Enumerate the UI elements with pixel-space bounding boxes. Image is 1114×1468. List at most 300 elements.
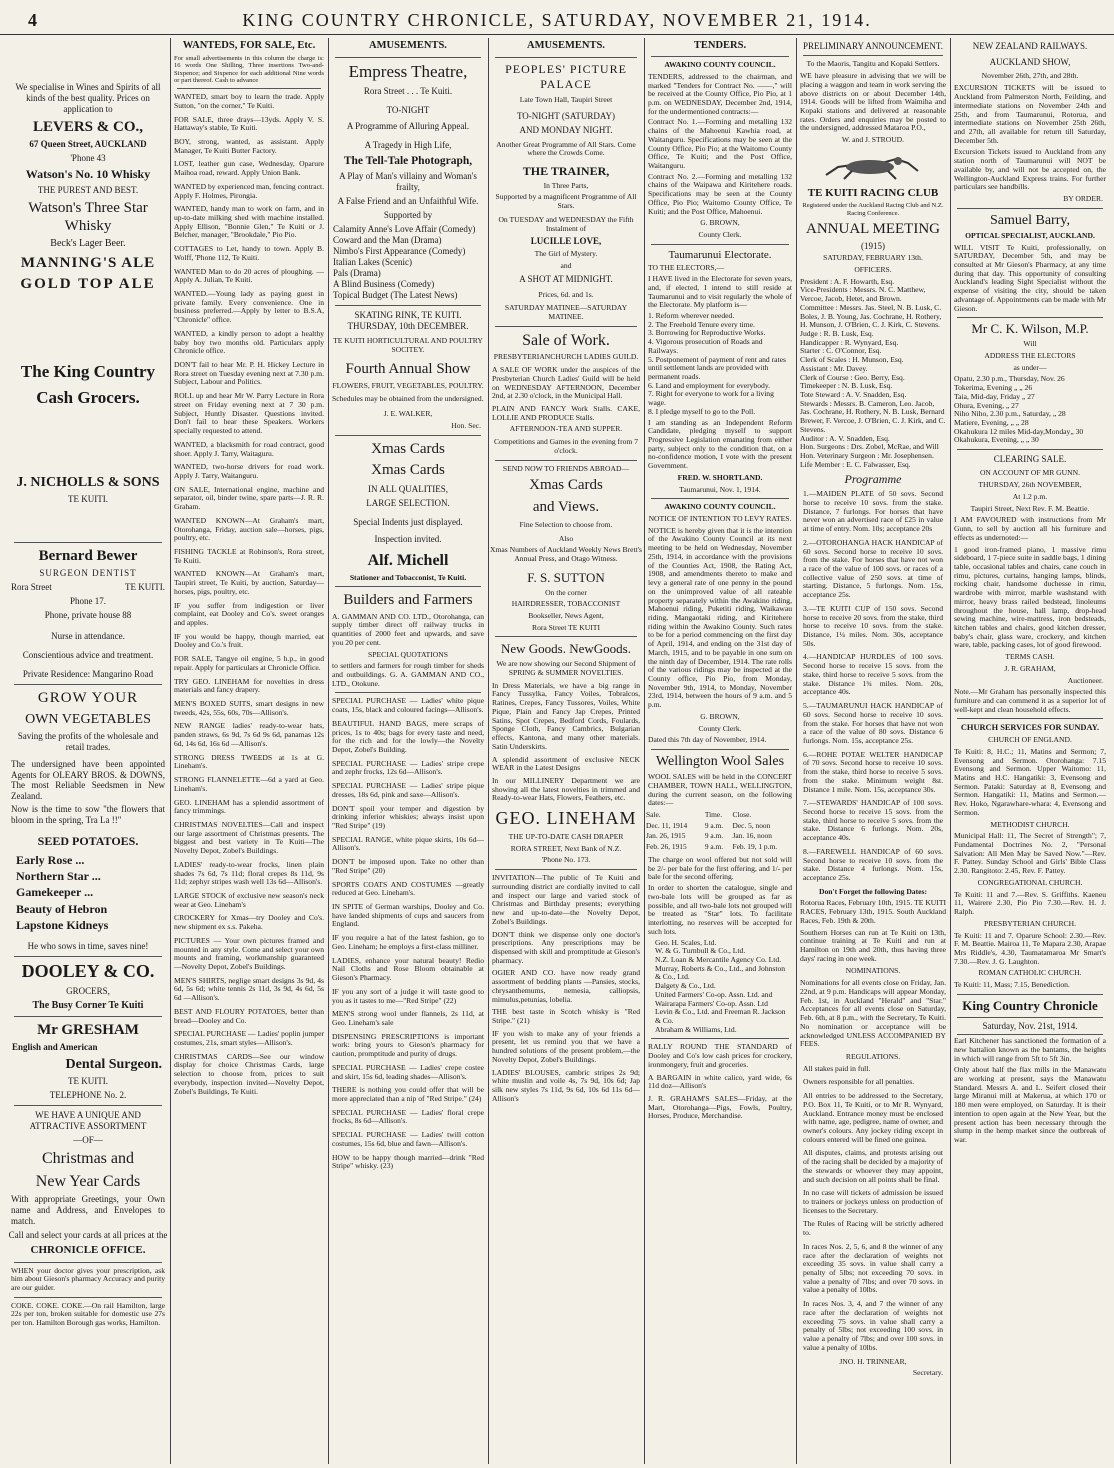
presbyterian-guild: PRESBYTERIANCHURCH LADIES GUILD. [493, 352, 639, 362]
regulation-item: In no case will tickets of admission be issued to trainers or jockeys unless on production of licenses to the Secretary. [803, 1188, 943, 1215]
show-dates: November 26th, 27th, and 28th. [981, 70, 1079, 80]
account-gunn: ON ACCOUNT OF MR GUNN. [979, 467, 1081, 477]
classified-ad: IF you require a hat of the latest fashion, go to Geo. Lineham; he employs a first-class milliner. [332, 933, 484, 951]
telltale-photograph: The Tell-Tale Photograph, [343, 155, 473, 168]
the-trainer: THE TRAINER, [522, 164, 610, 179]
platform-list [645, 312, 795, 417]
kcc-title: King Country Chronicle [962, 997, 1098, 1013]
furniture-list: 1 good iron-framed piano, 1 massive rimu sideboard, 1 7-piece suite in saddle bags, 1 dining table, occasional tables and chairs, cane couch in rimu, pictures, curtains, hanging lamps, blinds, rocking chair, handsome duchesse in rimu, wardrobe with mirror, marble washstand with mirror, heavy brass railed bedstead, linoleums throughout the house, hall lamp, drop-head sewing machine, wire-mattress, iron bedsteads, kitchen tables and chairs, good kitchen dresser, baby's chair, glass ware, crockery, and kitchen ware, table, packing cases, lot of good firewood. [954, 544, 1106, 650]
brown-name-2: G. BROWN, [700, 711, 740, 721]
classified-ad: WANTED.—Young lady as paying guest in private family. Every convenience. One in business preferred.—Apply by letter to B.S.A, "Chronicle" office. [174, 289, 324, 325]
classified-ad: HOW to be happy though married—drink "Red Stripe" whisky. (23) [332, 1152, 484, 1171]
fourth-annual-show: Fourth Annual Show [345, 361, 471, 378]
table-cell: Dec. 11, 1914 [646, 820, 688, 830]
wellington-wool-sales: Wellington Wool Sales [655, 754, 785, 770]
watsons-no10: Watson's No. 10 Whisky [25, 167, 151, 182]
officer-item: Starter : C. O'Connor, Esq. [800, 346, 882, 356]
gresham-town: TE KUITI. [68, 1076, 108, 1087]
samuel-barry: Samuel Barry, [990, 212, 1070, 228]
prelim-announcement: PRELIMINARY ANNOUNCEMENT. [802, 41, 943, 51]
walker-name: J. E. WALKER, [383, 409, 433, 419]
awakino-council: AWAKINO COUNTY COUNCIL. [664, 60, 776, 70]
gresham-sub: English and American [12, 1042, 98, 1053]
classified-ad: STRONG DRESS TWEEDS at 1s at G. Lineham's. [174, 752, 324, 771]
amusements-header-2: AMUSEMENTS. [527, 40, 605, 51]
levers-address: 67 Queen Street, AUCKLAND [29, 139, 147, 150]
nicholls-sons: J. NICHOLLS & SONS [16, 475, 160, 491]
table-row [645, 821, 795, 832]
platform-item: 6. Land and employment for everybody. [648, 380, 771, 390]
classified-ad: LARGE STOCK of exclusive new season's neck wear at Geo. Lineham's [174, 890, 324, 909]
classified-ad: SPECIAL PURCHASE — Ladies' crepe costee and skirt, 15s 6d, leading shades—Allison's. [332, 1062, 484, 1081]
false-friend: A False Friend and an Unfaithful Wife. [337, 196, 479, 207]
regulation-item: In races Nos. 2, 5, 6, and 8 the winner of any race after the declaration of weights not exceeding 35 sovs. in value shall carry a penalty of 5lbs; not exceeding 70 sovs. in value a penalty of 7lbs; and over 70 sovs. in value a penalty of 10lbs. [803, 1241, 943, 1295]
meeting-item: Tokerima, Evening „ „ 26 [954, 383, 1033, 393]
races-list [797, 490, 949, 882]
film-item: A Blind Business (Comedy) [333, 279, 435, 290]
amusements-header: AMUSEMENTS. [369, 40, 447, 51]
classified-ad: SPECIAL PURCHASE — Ladies' twill cotton costumes, 15s 6d, blue and fawn—Allison's. [332, 1130, 484, 1148]
michell-role: Stationer and Tobacconist, Te Kuiti. [349, 572, 467, 582]
church-name: CONGREGATIONAL CHURCH. [977, 877, 1083, 887]
church-services-heading: CHURCH SERVICES FOR SUNDAY. [960, 723, 1100, 733]
broker-item: Geo. H. Scales, Ltd. [655, 937, 717, 947]
blouses-ad: LADIES' BLOUSES, cambric stripes 2s 9d; white muslin and voile 4s, 7s 9d, 10s 6d; Jap silk new styles 7s 11d, 9s 6d, 10s 6d 11s 6d—Allison's [492, 1067, 640, 1103]
shot-midnight: A SHOT AT MIDNIGHT. [519, 273, 613, 284]
quotations-body: to settlers and farmers for rough timber for sheds and outbuildings. G. A. GAMMAN AND CO., LTD., Otokune. [332, 661, 484, 688]
contract-2: Contract No. 2.—Forming and metalling 132 chains of the Waipawa and Kiritehere roads. Specifications may be seen at the County Office, Pio Pio; Waitomo County Office, Te Kuiti; and the Post Office, Mahoenui. [648, 171, 792, 216]
girl-mystery: The Girl of Mystery. [534, 249, 598, 259]
nicholls-town: TE KUITI. [68, 494, 108, 505]
classified-ad: LOST, leather gun case, Wednesday, Oparure Maihoa road, reward. Apply Union Bank. [174, 159, 324, 178]
masthead-title: KING COUNTRY CHRONICLE, SATURDAY, NOVEMBER 21, 1914. [242, 10, 872, 30]
race-item: 8.—FAREWELL HANDICAP of 60 sovs. Second horse to receive 10 sovs. from the stake. Distance 4 furlongs. Nom. 15s, acceptance 25s. [803, 846, 943, 882]
barry-role: OPTICAL SPECIALIST, AUCKLAND. [965, 230, 1095, 240]
film-list [329, 224, 487, 301]
levers-phone: 'Phone 43 [70, 153, 106, 164]
platform-item: 4. Vigorous prosecution of Roads and Railways. [648, 337, 763, 355]
wool-table [645, 810, 795, 852]
classified-ad: ON SALE, International engine, machine and separator, oil, binder twine, spare parts—J. R. R. Graham. [174, 484, 324, 512]
classified-ad: COTTAGES to Let, handy to town. Apply B. Wolff, 'Phone 112, Te Kuiti. [174, 244, 324, 262]
table-cell: 9 a.m. [704, 831, 724, 841]
meeting-item: Okahukura 12 miles Mid-day,Monday„ 30 [954, 426, 1084, 436]
race-item: 5.—TAUMARUNUI HACK HANDICAP of 60 sovs. Second horse to receive 10 sovs. from the stake. For horses that have not won a race of the value of 80 sovs. Distance 6 furlongs. Nom. 15s, acceptance 25s. [803, 701, 943, 745]
excursion-tickets-2: Excursion Tickets issued to Auckland from any station north of Taumarunui will NOT be available by, and will not be accepted on, the Wellington-Auckland Express trains. For further particulars see handbills. [954, 147, 1106, 192]
classified-ad: GEO. LINEHAM has a splendid assortment of fancy trimmings. [174, 797, 324, 816]
brown-role-2: County Clerk. [698, 723, 742, 733]
classified-ad: IF you any sort of a judge it will taste good to you as it tastes to me—"Red Stripe" (22) [332, 986, 484, 1005]
classified-ad: WANTED KNOWN—At Graham's mart, Otorohanga, Friday, auction sale—horses, pigs, poultry, etc. [174, 515, 324, 543]
classified-ad: SPECIAL PURCHASE — Ladies' floral crepe frocks, 8s 6d—Allison's. [332, 1107, 484, 1126]
meeting-year: (1915) [861, 240, 885, 251]
classified-ad: SPORTS COATS AND COSTUMES —greatly reduced at Geo. Lineham's. [332, 879, 484, 898]
sale-thursday: THURSDAY, 26th NOVEMBER, [978, 480, 1082, 490]
classified-ad: WANTED, smart boy to learn the trade. Apply Sutton, "on the corner," Te Kuiti. [174, 92, 324, 110]
barry-body: WILL VISIT Te Kuiti, professionally, on SATURDAY, December 5th, and may be consulted at Mr Gieson's Pharmacy, at any time during that day. This opportunity of consulting Auckland's leading Sight Specialist without the expense of visiting the city, should be taken advantage of. Appointments can be made with Mr Gieson. [954, 242, 1106, 313]
church-times: Te Kuiti: 11 and 7. Oparure School: 2.30.—Rev. F. M. Beattie. Mairoa 11, Te Mapara 2.30, Arapae Mrs Riddle's, 4.30, Taumatamaroa Mr Smart's 7.30.—Rev. J. G. Laughton. [954, 930, 1106, 966]
gresham-phone: TELEPHONE No. 2. [49, 1090, 127, 1101]
tenders-header: TENDERS. [693, 40, 747, 51]
saturday-matinee: SATURDAY MATINEE—SATURDAY MATINEE. [504, 303, 628, 322]
column-1 [8, 38, 168, 1464]
table-cell: Jan. 26, 1915 [646, 831, 686, 841]
levers-name: LEVERS & CO., [32, 118, 144, 135]
excursion-tickets: EXCURSION TICKETS will be issued to Auckland from Palmerston North, Feilding, and intermediate stations on November 24th and 25th, and from Taumarunui, Rotorua, and intermediate stations on November 25th 26th, and 27th, all available for return till Saturday, December 5th. [954, 83, 1106, 145]
classified-ad: NEW RANGE ladies' ready-to-wear hats, panden straws, 6s 9d, 7s 6d 9s 6d, panamas 12s 6d, 14s 6d, 16s 6d —Allison's. [174, 721, 324, 748]
table-cell: 9 a.m. [704, 820, 724, 830]
xmas-views-2: and Views. [532, 498, 600, 515]
table-cell: 9 a.m. [704, 841, 724, 851]
classified-ad: FOR SALE, three drays—13yds. Apply V. S. Hattaway's stable, Te Kuiti. [174, 114, 324, 133]
table-cell: Feb. 26, 1915 [646, 841, 687, 851]
terms-cash: TERMS CASH. [1005, 652, 1055, 662]
film-item: Coward and the Man (Drama) [333, 235, 442, 246]
xmas-cards-2: Xmas Cards [371, 461, 445, 478]
gresham-name: Mr GRESHAM [37, 1022, 139, 1038]
classified-ad: FOR SALE, Tangye oil engine, 5 h.p., in good repair. Apply for particulars at Chronicle Office. [174, 654, 324, 672]
table-cell: Feb. 19, 1 p.m. [732, 841, 778, 851]
meeting-item: Ohura, Evening, „ 27 [954, 400, 1019, 410]
second-shipment: We are now showing our Second Shipment of SPRING & SUMMER NOVELTIES. [496, 659, 636, 678]
grow-saving: Saving the profits of the wholesale and retail trades. [17, 730, 159, 752]
classified-ad: SPECIAL PURCHASE — Ladies' stripe crepe and zephr frocks, 12s 6d—Allison's. [332, 758, 484, 777]
church-name: ROMAN CATHOLIC CHURCH. [978, 968, 1082, 978]
officer-item: Stewards : Messrs. B. Cameron, Leo. Jacob, Jas. Cochrane, H. Rothery, N. B. Lusk, Bernard Brewer, F. Vercoe, J. O'Brien, C. J. Kirk, and C. Stevens. [800, 398, 946, 434]
officer-item: Hon. Veterinary Surgeon : Mr. Josephensen. [800, 451, 934, 461]
meeting-item: Niho Niho, 2.30 p.m., Saturday, „ 28 [954, 409, 1066, 419]
ogier-ad: OGIER AND CO. have now ready grand assortment of bedding plants —Pansies, stocks, chrysanthemums, nemesia, calliopsis, mimulus,petunias, lobelia. [492, 968, 640, 1004]
dooley-grocers: GROCERS, [66, 985, 110, 996]
grow-heading-2: OWN VEGETABLES [25, 711, 151, 727]
grow-now: Now is the time to sow "the flowers that bloom in the spring, Tra La !!" [11, 804, 165, 826]
dont-think-ad: DON'T think we dispense only one doctor's prescriptions. Any prescriptions may be dispensed with skill and promptitude at Gieson's pharmacy. [492, 929, 640, 965]
skating-rink: SKATING RINK, TE KUITI. THURSDAY, 10th DECEMBER. [347, 310, 469, 332]
kcc-date: Saturday, Nov. 21st, 1914. [982, 1020, 1078, 1031]
wool-charge: The charge on wool offered but not sold will be 2/- per bale for the first offering, and 1/- per bale for the second offering. [648, 855, 792, 882]
classified-ad: DON'T fail to hear Mr. P. H. Hickey Lecture in Rora street on Tuesday evening next at 7.30 p.m. Subject, Labour and Politics. [174, 360, 324, 387]
to-electors: TO THE ELECTORS,— [648, 263, 725, 273]
officer-item: Vice-Presidents : Messrs. N. C. Matthew, Vercoe, Jacob, Hetet, and Brown. [800, 285, 926, 304]
stalls: PLAIN AND FANCY Work Stalls. CAKE, LOLLIE AND PRODUCE Stalls. [492, 403, 640, 422]
bewer-phone: Phone 17. [70, 596, 106, 607]
table-row [645, 831, 795, 842]
auctioneer-role: Auctioneer. [1067, 675, 1103, 685]
stroud-body: WE have pleasure in advising that we will be placing a waggon and team in work serving the above districts on or about December 14th, 1914. Goods will be lifted from Waimiha and Kopaki stations and delivered at reasonable rates. Orders and enquiries may be posted to the undersigned, addressed Mataroa P.O., [800, 71, 946, 133]
col3-small-ads [329, 697, 487, 1171]
grow-body: The undersigned have been appointed Agents for OLEARY BROS. & DOWNS, The most Reliable Seedsmen in New Zealand. [11, 758, 165, 802]
page-number: 4 [28, 10, 37, 30]
lineham-phone: 'Phone No. 173. [541, 855, 591, 865]
officer-item: Assistant : Mr. Davey. [800, 363, 868, 373]
column-6 [796, 38, 949, 1464]
classified-ad: LADIES, enhance your natural beauty! Redio Nail Cloths and Rose Bloom obtainable at Gieson's Pharmacy. [332, 955, 484, 983]
awakino-council-2: AWAKINO COUNTY COUNCIL. [664, 502, 776, 512]
racehorse-icon [807, 149, 939, 183]
tuesday-wednesday: On TUESDAY and WEDNESDAY the Fifth Instalment of [498, 214, 634, 233]
classified-ad: LADIES' ready-to-wear frocks, linen plain shades 7s 6d, 7s 11d; floral crepes 8s 11d, 9s 11d; zephyr stripes wash well 13s 6d—Allison's. [174, 859, 324, 887]
bewer-advice: Conscientious advice and treatment. [22, 650, 154, 661]
broker-item: Dalgety & Co., Ltd. [655, 981, 716, 991]
gold-top-ale: GOLD TOP ALE [20, 275, 156, 292]
classified-ad: MEN'S BOXED SUITS, smart designs in new tweeds, 42s, 55s, 60s, 70s—Allison's. [174, 699, 324, 717]
table-row [645, 810, 795, 821]
classified-ad: MEN'S SHIRTS, neglige smart designs 3s 9d, 4s 6d, 5s 6d; white tennis 2s 11d, 3s 9d, 4s 6d, 5s 6d —Allison's. [174, 975, 324, 1003]
sutton-street: Rora Street TE KUITI [532, 622, 600, 632]
tonight: TO-NIGHT [386, 104, 430, 115]
platform-item: 5. Postponement of payment of rent and rates until settlement lands are provided with permanent roads. [648, 354, 786, 381]
classified-ad: BEAUTIFUL HAND BAGS, mere scraps of prices, 1s to 40s; bags for every taste and need, for the rich and for the lowly—the Novelty Depot, Zobel's Building. [332, 718, 484, 754]
broker-item: Murray, Roberts & Co., Ltd., and Johnston & Co., Ltd. [655, 963, 786, 982]
church-times: Te Kuiti: 8, H.C.; 11, Matins and Sermon; 7, Evensong and Sermon. Otorohanga: 7.15 Evensong and Sermon. Upper Waitomo: 11, Matins and H.C. Hangatiki: 3, Evensong and Sermon. Pataki: Saturday at 8, Evensong and Sermon. Hangatiki: 11, Matins and Sermon.—Rev. Hoko, Ngarawhare-whara: 4, Evensong and Sermon. [954, 746, 1106, 817]
supported-by: Supported by [383, 210, 433, 221]
another-programme: Another Great Programme of All Stars. Come where the Crowds Come. [496, 139, 636, 158]
broker-item: Abraham & Williams, Ltd. [655, 1024, 737, 1034]
classified-ad: MEN'S strong wool under flannels, 2s 11d, at Geo. Lineham's sale [332, 1009, 484, 1027]
three-parts: In Three Parts, [543, 180, 589, 190]
classified-ad: WANTED, two-horse drivers for road work. Apply J. Tarry, Waitanguru. [174, 462, 324, 480]
sale-location: Taupiri Street, Next Rev. F. M. Beattie. [970, 503, 1090, 513]
by-order: BY ORDER. [1063, 194, 1103, 204]
classified-ad: THERE is nothing you could offer that will be more appreciated than a nip of "Red Stripe." (24) [332, 1085, 484, 1103]
sutton-trade: HAIRDRESSER, TOBACCONIST [511, 599, 621, 609]
classified-ad: SPECIAL PURCHASE — Ladies' white pique coats, 15s, black and coloured facings—Allison's. [332, 696, 484, 715]
xmas-numbers: Xmas Numbers of Auckland Weekly News Brett's Annual Press, and Otago Witness. [489, 545, 643, 563]
inspection-invited: Inspection invited. [374, 534, 442, 545]
table-header-cell: Close. [732, 809, 752, 819]
bewer-nurse: Nurse in attendance. [51, 631, 125, 642]
xmas-title-2: New Year Cards [35, 1172, 141, 1190]
platform-item: 2. The Freehold Tenure every time. [648, 319, 755, 329]
peoples-picture-palace: PEOPLES' PICTURE PALACE [505, 61, 627, 92]
table-header-cell: Time. [704, 809, 723, 819]
table-row [645, 842, 795, 853]
meeting-date: SATURDAY, FEBRUARY 13th. [823, 253, 923, 263]
officer-item: Tote Steward : A. V. Snadden, Esq. [800, 389, 907, 399]
sutton-book: Bookseller, News Agent, [528, 611, 604, 621]
officer-item: Clerk of Course : Geo. Berry, Esq. [800, 372, 905, 382]
nz-railways: NEW ZEALAND RAILWAYS. [972, 41, 1088, 51]
platform-item: 1. Reform wherever needed. [648, 310, 735, 320]
shortland-date: Taumarunui, Nov. 1, 1914. [679, 484, 761, 494]
address-electors: ADDRESS THE ELECTORS [984, 350, 1076, 360]
quotations-heading: SPECIAL QUOTATIONS [368, 649, 448, 659]
platform-item: 7. Right for everyone to work for a living wage. [648, 389, 774, 408]
film-item: Topical Budget (The Latest News) [333, 290, 458, 301]
classified-ad: FISHING TACKLE at Robinson's, Rora street, Te Kuiti. [174, 546, 324, 565]
meeting-item: Taia, Mid-day, Friday „ 27 [954, 391, 1035, 401]
empress-theatre: Empress Theatre, [348, 61, 468, 81]
seed-footer: He who sows in time, saves nine! [27, 940, 149, 951]
mannings-ale: MANNING'S ALE [20, 254, 156, 271]
regulation-item: Owners responsible for all penalties. [803, 1077, 915, 1087]
shortland-body: I HAVE lived in the Electorate for seven years, and, if elected, I intend to still reside at Taumarunui and to visit regularly the whole of the Electorate. My platform is— [648, 274, 792, 310]
competitions: Competitions and Games in the evening from 7 o'clock. [493, 437, 639, 455]
as-under: as under— [1013, 362, 1047, 372]
shortland-name: FRED. W. SHORTLAND. [677, 472, 763, 482]
gamman-ad: A. GAMMAN AND CO. LTD., Otorohanga, can supply timber direct off railway trucks in quantities of 2000 feet and upwards, and save you 20 per cent. [332, 611, 484, 647]
auckland-show: AUCKLAND SHOW, [989, 57, 1071, 68]
doctor-ad: WHEN your doctor gives your prescription, ask him about Gieson's pharmacy Accuracy and purity are our guider. [11, 1265, 165, 1292]
regulations-heading: REGULATIONS. [845, 1051, 901, 1061]
broker-item: N.Z. Loan & Mercantile Agency Co. Ltd. [655, 954, 782, 964]
graham-note: Note.—Mr Graham has personally inspected this furniture and can commend it as a superior lot of well-kept and clean household effects. [954, 687, 1106, 714]
platform-item: 8. I pledge myself to go to the Poll. [648, 406, 756, 416]
afternoon-tea: AFTERNOON-TEA AND SUPPER. [509, 424, 623, 434]
race-item: 7.—STEWARDS' HANDICAP of 100 sovs. Second horse to receive 15 sovs. from the stake, third horse to receive 5 sovs. from the stake. Distance 6 furlongs. Nom. 20s, acceptance 40s. [803, 798, 943, 843]
race-item: 6.—ROHE POTAE WELTER HANDICAP of 70 sovs. Second horse to receive 10 sovs. from the stake, third horse to receive 5 sovs. from the stake. Minimum weight 8st. Distance 1 mile. Nom. 15s, acceptance 30s. [803, 749, 943, 794]
notice-heading: NOTICE OF INTENTION TO LEVY RATES. [648, 514, 792, 524]
sale-time: At 1.2 p.m. [1012, 491, 1048, 501]
classified-ad: IF you would be happy, though married, eat Dooley and Co.'s fruit. [174, 631, 324, 650]
officer-item: Auditor : A. V. Snadden, Esq. [800, 433, 890, 443]
walker-role: Hon. Sec. [451, 420, 481, 430]
independent-statement: I am standing as an Independent Reform Candidate, pledging myself to support Progressive Legislation emanating from either party, subject only to the condition that, on a no-confidence motion, I vote with the present Government. [648, 417, 792, 471]
meeting-item: Matiere, Evening, „ „ 28 [954, 418, 1029, 427]
sutton-name: F. S. SUTTON [527, 569, 605, 585]
levers-intro: We specialise in Wines and Spirits of all kinds of the best quality. Prices on application to [15, 82, 161, 114]
neck-wear: A splendid assortment of exclusive NECK WEAR in the Latest Designs [492, 754, 640, 773]
wanteds-list [171, 93, 327, 1096]
classified-ad: TRY GEO. LINEHAM for novelties in dress materials and fancy drapery. [174, 676, 324, 695]
contract-1: Contract No. 1.—Forming and metalling 132 chains of the Mahoenui Kawhia road, at Waitanguru. Specifications may be seen at the County Office, Pio Pio; at the Waitomo County Office, Te Kuiti; and the Post Office, Waitanguru. [648, 117, 792, 170]
sale-of-work: Sale of Work. [522, 331, 610, 349]
schedules: Schedules may be obtained from the undersigned. [332, 394, 484, 404]
invitation-ad: INVITATION—The public of Te Kuiti and surrounding district are cordially invited to call and inspect our large and varied stock of Christmas and Birthday presents; everything new and up-to-date—the Novelty Depot, Zobel's Buildings. [492, 873, 640, 926]
film-item: Nimbo's First Appearance (Comedy) [333, 246, 466, 257]
classified-ad: IF you suffer from indigestion or liver complaint, eat Dooley and Co's. sweet oranges and apples. [174, 600, 324, 627]
masthead [0, 0, 1114, 35]
classified-ad: WANTED Man to do 20 acres of ploughing. — Apply A. Julian, Te Kuiti. [174, 266, 324, 285]
nominations-body: Nominations for all events close on Friday, Jan. 22nd, at 9 p.m. Handicaps will appear Monday, Feb. 1st, in Auckland "Herald" and "Star." Acceptances for all events close on Saturday, Feb. 6th, at 8 p.m., with the Secretary, Te Kuiti. No nomination or acceptance will be acknowledged UNLESS ACCOMPANIED BY FEES. [800, 978, 946, 1049]
church-name: CHURCH OF ENGLAND. [988, 735, 1072, 745]
classified-ad: WANTED, a kindly person to adopt a healthy baby boy two months old. Particulars apply Chronicle office. [174, 328, 324, 356]
play-desc: A Play of Man's villainy and Woman's frailty, [339, 171, 477, 193]
clearing-sale: CLEARING SALE. [993, 454, 1067, 465]
builders-farmers: Builders and Farmers [343, 592, 473, 609]
new-goods: New Goods. NewGoods. [501, 641, 631, 657]
classified-ad: CHRISTMAS NOVELTIES—Call and inspect our large assortment of Christmas presents. The biggest and best variety in Te Kuiti—The Novelty Depot, Zobel's Buildings. [174, 819, 324, 856]
southern-horses: Southern Horses can run at Te Kuiti on 13th, continue training at Te Kuiti and run at Hamilton on 19th and 20th, thus having three days' racing in one week. [800, 927, 946, 963]
film-item: Pals (Drama) [333, 268, 381, 279]
classified-ad: BEST AND FLOURY POTATOES, better than bread—Dooley and Co. [174, 1006, 324, 1025]
coke-ad: COKE. COKE. COKE.—On rail Hamilton, large 22s per ton, broken suitable for domestic use 27s per ton. Hamilton Borough gas works, Hamilton. [11, 1300, 165, 1328]
race-item: 4.—HANDICAP HURDLES of 100 sovs. Second horse to receive 15 sovs. from the stake, third horse to receive 5 sovs. from the stake. Distance 1¾ miles. Nom. 20s, acceptance 40s. [803, 652, 943, 697]
and-monday: AND MONDAY NIGHT. [519, 124, 613, 135]
sutton-corner: On the corner [545, 587, 587, 597]
classified-ad: PICTURES — Your own pictures framed and mounted in any style. Come and select your own mounts and framing, workmanship guaranteed —Novelty Depot, Zobel's Buildings. [174, 935, 324, 971]
millinery: In our MILLINERY Department we are showing all the latest novelties in trimmed and Ready-to-wear Hats, Flowers, Feathers, etc. [492, 775, 640, 803]
column-3 [328, 38, 487, 1464]
regulation-item: All disputes, claims, and protests arising out of the racing shall be decided by a majority of the stewards or whoever they may appoint, and such decision on all points shall be final. [803, 1148, 943, 1184]
officer-item: Judge : R. B. Lusk, Esq. [800, 328, 874, 338]
seed-item: Northern Star ... [16, 869, 101, 884]
bewer-name: Bernard Bewer [38, 548, 138, 565]
regulations-list [797, 1065, 949, 1353]
graham-instructions: I AM FAVOURED with instructions from Mr Gunn, to sell by auction all his furniture and effects as undernoted:— [954, 515, 1106, 542]
bewer-private-phone: Phone, private house 88 [44, 610, 132, 621]
race-dates: Rotorua Races, February 10th, 1915. TE KUITI RACES, February 13th, 1915. South Auckland Races, Feb. 19th & 20th. [800, 898, 946, 925]
tenders-body: TENDERS, addressed to the chairman, and marked "Tenders for Contract No. ——," will be received at the County Office, Pio Pio, at 1 p.m. on WEDNESDAY, December 2nd, 1914, for the undermentioned contracts:— [648, 71, 792, 116]
stroud-name: W. and J. STROUD. [841, 135, 905, 145]
trinnear-name: JNO. H. TRINNEAR, [839, 1356, 907, 1366]
xmas-cards-1: Xmas Cards [371, 440, 445, 457]
officer-item: Hon. Surgeons : Drs. Zobel, McRae, and Will [800, 442, 939, 452]
grow-heading-1: GROW YOUR [37, 690, 139, 707]
dooley-name: DOOLEY & CO. [21, 960, 155, 981]
church-list [951, 736, 1109, 990]
empress-location: Rora Street . . . Te Kuiti. [363, 85, 453, 96]
table-cell: Jan. 16, noon [732, 831, 772, 841]
brown-name: G. BROWN, [700, 218, 740, 228]
sale-body: A SALE OF WORK under the auspices of the Presbyterian Church Ladies' Guild will be held on WEDNESDAY AFTERNOON, December 2nd, at 2.30 o'clock, in the Municipal Hall. [492, 365, 640, 401]
bewer-street: Rora Street [11, 582, 52, 593]
xmas-call: Call and select your cards at all prices at the [8, 1230, 168, 1241]
wanteds-intro: For small advertisements in this column the charge is: 16 words One Shilling, Three insertions Two-and-Sixpence; and Sixpence for each additional Nine words or part thereof. Cash to advance [174, 55, 324, 84]
tonight-saturday: TO-NIGHT (SATURDAY) [516, 110, 616, 121]
classified-ad: WANTED KNOWN—At Graham's mart, Taupiri street, Te Kuiti, by auction, Saturday—horses, pigs, poultry, etc. [174, 569, 324, 596]
and-word: and [560, 260, 572, 270]
fine-selection: Fine Selection to choose from. [519, 519, 613, 529]
column-2 [170, 38, 327, 1464]
officers-heading: OFFICERS. [854, 264, 892, 274]
lineham-name: GEO. LINEHAM [495, 808, 637, 829]
classified-ad: IN SPITE of German warships, Dooley and Co. have landed shipments of cups and saucers from England. [332, 902, 484, 929]
classified-ad: DON'T be imposed upon. Take no other than "Red Stripe" (20) [332, 857, 484, 875]
platform-item: 3. Borrowing for Reproductive Works. [648, 328, 766, 338]
seed-item: Gamekeeper ... [16, 885, 94, 900]
registered: Registered under the Auckland Racing Club and N.Z. Racing Conference. [802, 202, 944, 218]
prices: Prices, 6d. and 1s. [538, 289, 594, 299]
xmas-of: —OF— [73, 1135, 103, 1146]
peoples-location: Late Town Hall, Taupiri Street [519, 94, 613, 104]
classified-ad: WANTED, handy man to work on farm, and in up-to-date milking shed with machine installed. Apply Ellison, "Bonnie Glen," Te Kuiti or J. Belcher, manager, "Brookdale," Pio Pio. [174, 204, 324, 240]
seed-potatoes-heading: SEED POTATOES. [37, 834, 139, 849]
alf-michell: Alf. Michell [367, 552, 449, 570]
film-item: Calamity Anne's Love Affair (Comedy) [333, 224, 476, 235]
xmas-views-1: Xmas Cards [529, 477, 603, 494]
officer-item: Committee : Messrs. Jas. Steel, N. B. Lusk, C. Boles, J. B. Young, Jas. Cochrane, H. Rothery, H. Munson, J. O'Brien, C. J. Kirk, C. Stevens. [800, 302, 942, 330]
taumarunui-electorate: Taumarunui Electorate. [668, 248, 772, 261]
bewer-role: SURGEON DENTIST [39, 568, 137, 579]
xmas-office: CHRONICLE OFFICE. [30, 1244, 146, 1257]
church-times: Te Kuiti: 11, Mass; 7.15, Benediction. [954, 980, 1070, 990]
officer-item: Timekeeper : N. B. Lusk, Esq. [800, 381, 893, 391]
classified-ad: SPECIAL RANGE, white pique skirts, 10s 6d—Allison's. [332, 834, 484, 853]
officer-item: Life Member : E. C. Falwasser, Esq. [800, 459, 911, 469]
officer-item: President : A. F. Howarth, Esq. [800, 276, 895, 286]
broker-item: United Farmers' Co-op. Assn. Ltd. and Wairarapa Farmers' Co-op. Assn. Ltd [655, 989, 773, 1008]
gresham-dental: Dental Surgeon. [65, 1057, 162, 1073]
classified-ad: DISPENSING PRESCRIPTIONS is important work: bring yours to Gieson's pharmacy for caution, promptitude and purity of drugs. [332, 1031, 484, 1059]
meeting-item: Okahukura, Evening, „ „ 30 [954, 435, 1039, 445]
regulation-item: All entries to be addressed to the Secretary, P.O. Box 11, Te Kuiti, or to Mr R. Wynyard, Auckland. Entrance money must be enclosed with name, age, pedigree, name of owner, and owner's colours. Any jockey riding except in colours entered will be fined one guinea. [803, 1091, 943, 1144]
classified-ad: CROCKERY for Xmas—try Dooley and Co's. new shipment ex s.s. Pakeha. [174, 913, 324, 932]
church-name: METHODIST CHURCH. [990, 819, 1070, 829]
best-taste-ad: THE best taste in Scotch whisky is "Red Stripe." (21) [492, 1007, 640, 1025]
trinnear-role: Secretary. [912, 1368, 943, 1378]
classified-ad: ROLL up and hear Mr W. Parry Lecture in Rora street on Friday evening next at 7 30 p.m. Subject, Huntly Disaster. Questions invited. Don't fail to hear these Speakers. Workers specially requested to attend. [174, 391, 324, 436]
dated-notice: Dated this 7th day of November, 1914. [648, 735, 767, 745]
show-classes: FLOWERS, FRUIT, VEGETABLES, POULTRY. [332, 380, 484, 390]
officer-item: Handicapper : R. Wynyard, Esq. [800, 337, 899, 347]
lucille-love: LUCILLE LOVE, [530, 236, 602, 247]
bewer-residence: Private Residence: Mangarino Road [22, 669, 154, 680]
broker-item: W. & G. Turnbull & Co., Ltd. [655, 946, 746, 956]
wool-body: WOOL SALES will be held in the CONCERT CHAMBER, TOWN HALL, WELLINGTON, during the current season, on the following dates:— [648, 772, 792, 808]
classified-ad: STRONG FLANNELETTE—6d a yard at Geo. Lineham's. [174, 775, 324, 793]
rally-ad: RALLY ROUND THE STANDARD of Dooley and Co's low cash prices for crockery, ironmongery, fruit and groceries. [648, 1042, 792, 1069]
